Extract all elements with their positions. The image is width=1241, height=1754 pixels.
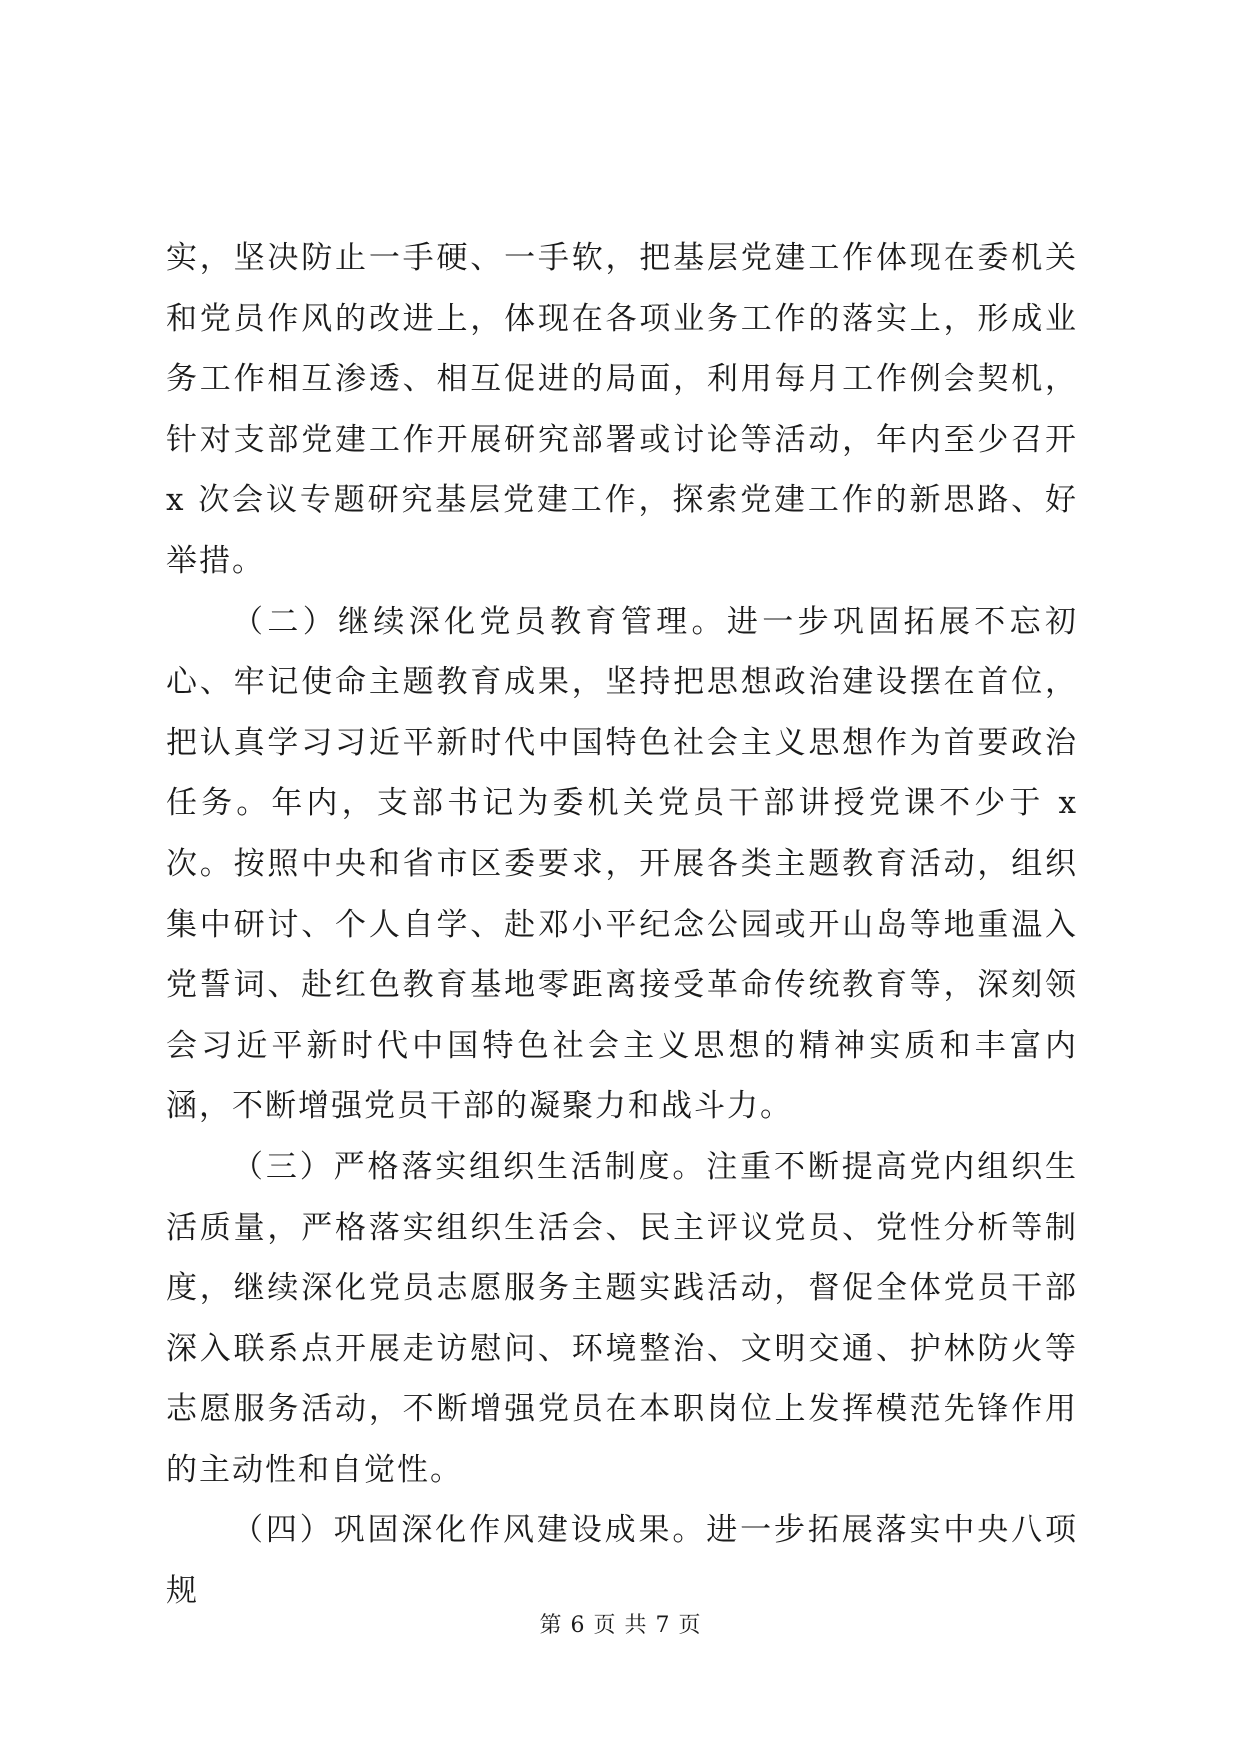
paragraph-continuation: 实，坚决防止一手硬、一手软，把基层党建工作体现在委机关和党员作风的改进上，体现在各项业务工作的落实上，形成业务工作相互渗透、相互促进的局面，利用每月工作例会契机，针对支部党建工作开展研究部署或讨论等活动，年内至少召开 x 次会议专题研究基层党建工作，探索党建工作的新思路、好举措。 xyxy=(166,240,1078,579)
paragraph-party-member-education: （二）继续深化党员教育管理。进一步巩固拓展不忘初心、牢记使命主题教育成果，坚持把思想政治建设摆在首位，把认真学习习近平新时代中国特色社会主义思想作为首要政治任务。年内，支部书记为委机关党员干部讲授党课不少于 x 次。按照中央和省市区委要求，开展各类主题教育活动，组织集中研讨、个人自学、赴邓小平纪念公园或开山岛等地重温入党誓词、赴红色教育基地零距离接受革命传统教育等，深刻领会习近平新时代中国特色社会主义思想的精神实质和丰富内涵，不断增强党员干部的凝聚力和战斗力。 xyxy=(166,603,1078,1125)
page-number-footer: 第 6 页 共 7 页 xyxy=(539,1613,702,1638)
paragraph-work-style: （四）巩固深化作风建设成果。进一步拓展落实中央八项规 xyxy=(166,1512,1078,1610)
document-body xyxy=(166,228,1078,1622)
paragraph-organizational-life: （三）严格落实组织生活制度。注重不断提高党内组织生活质量，严格落实组织生活会、民主评议党员、党性分析等制度，继续深化党员志愿服务主题实践活动，督促全体党员干部深入联系点开展走访慰问、环境整治、文明交通、护林防火等志愿服务活动，不断增强党员在本职岗位上发挥模范先锋作用的主动性和自觉性。 xyxy=(166,1148,1078,1488)
